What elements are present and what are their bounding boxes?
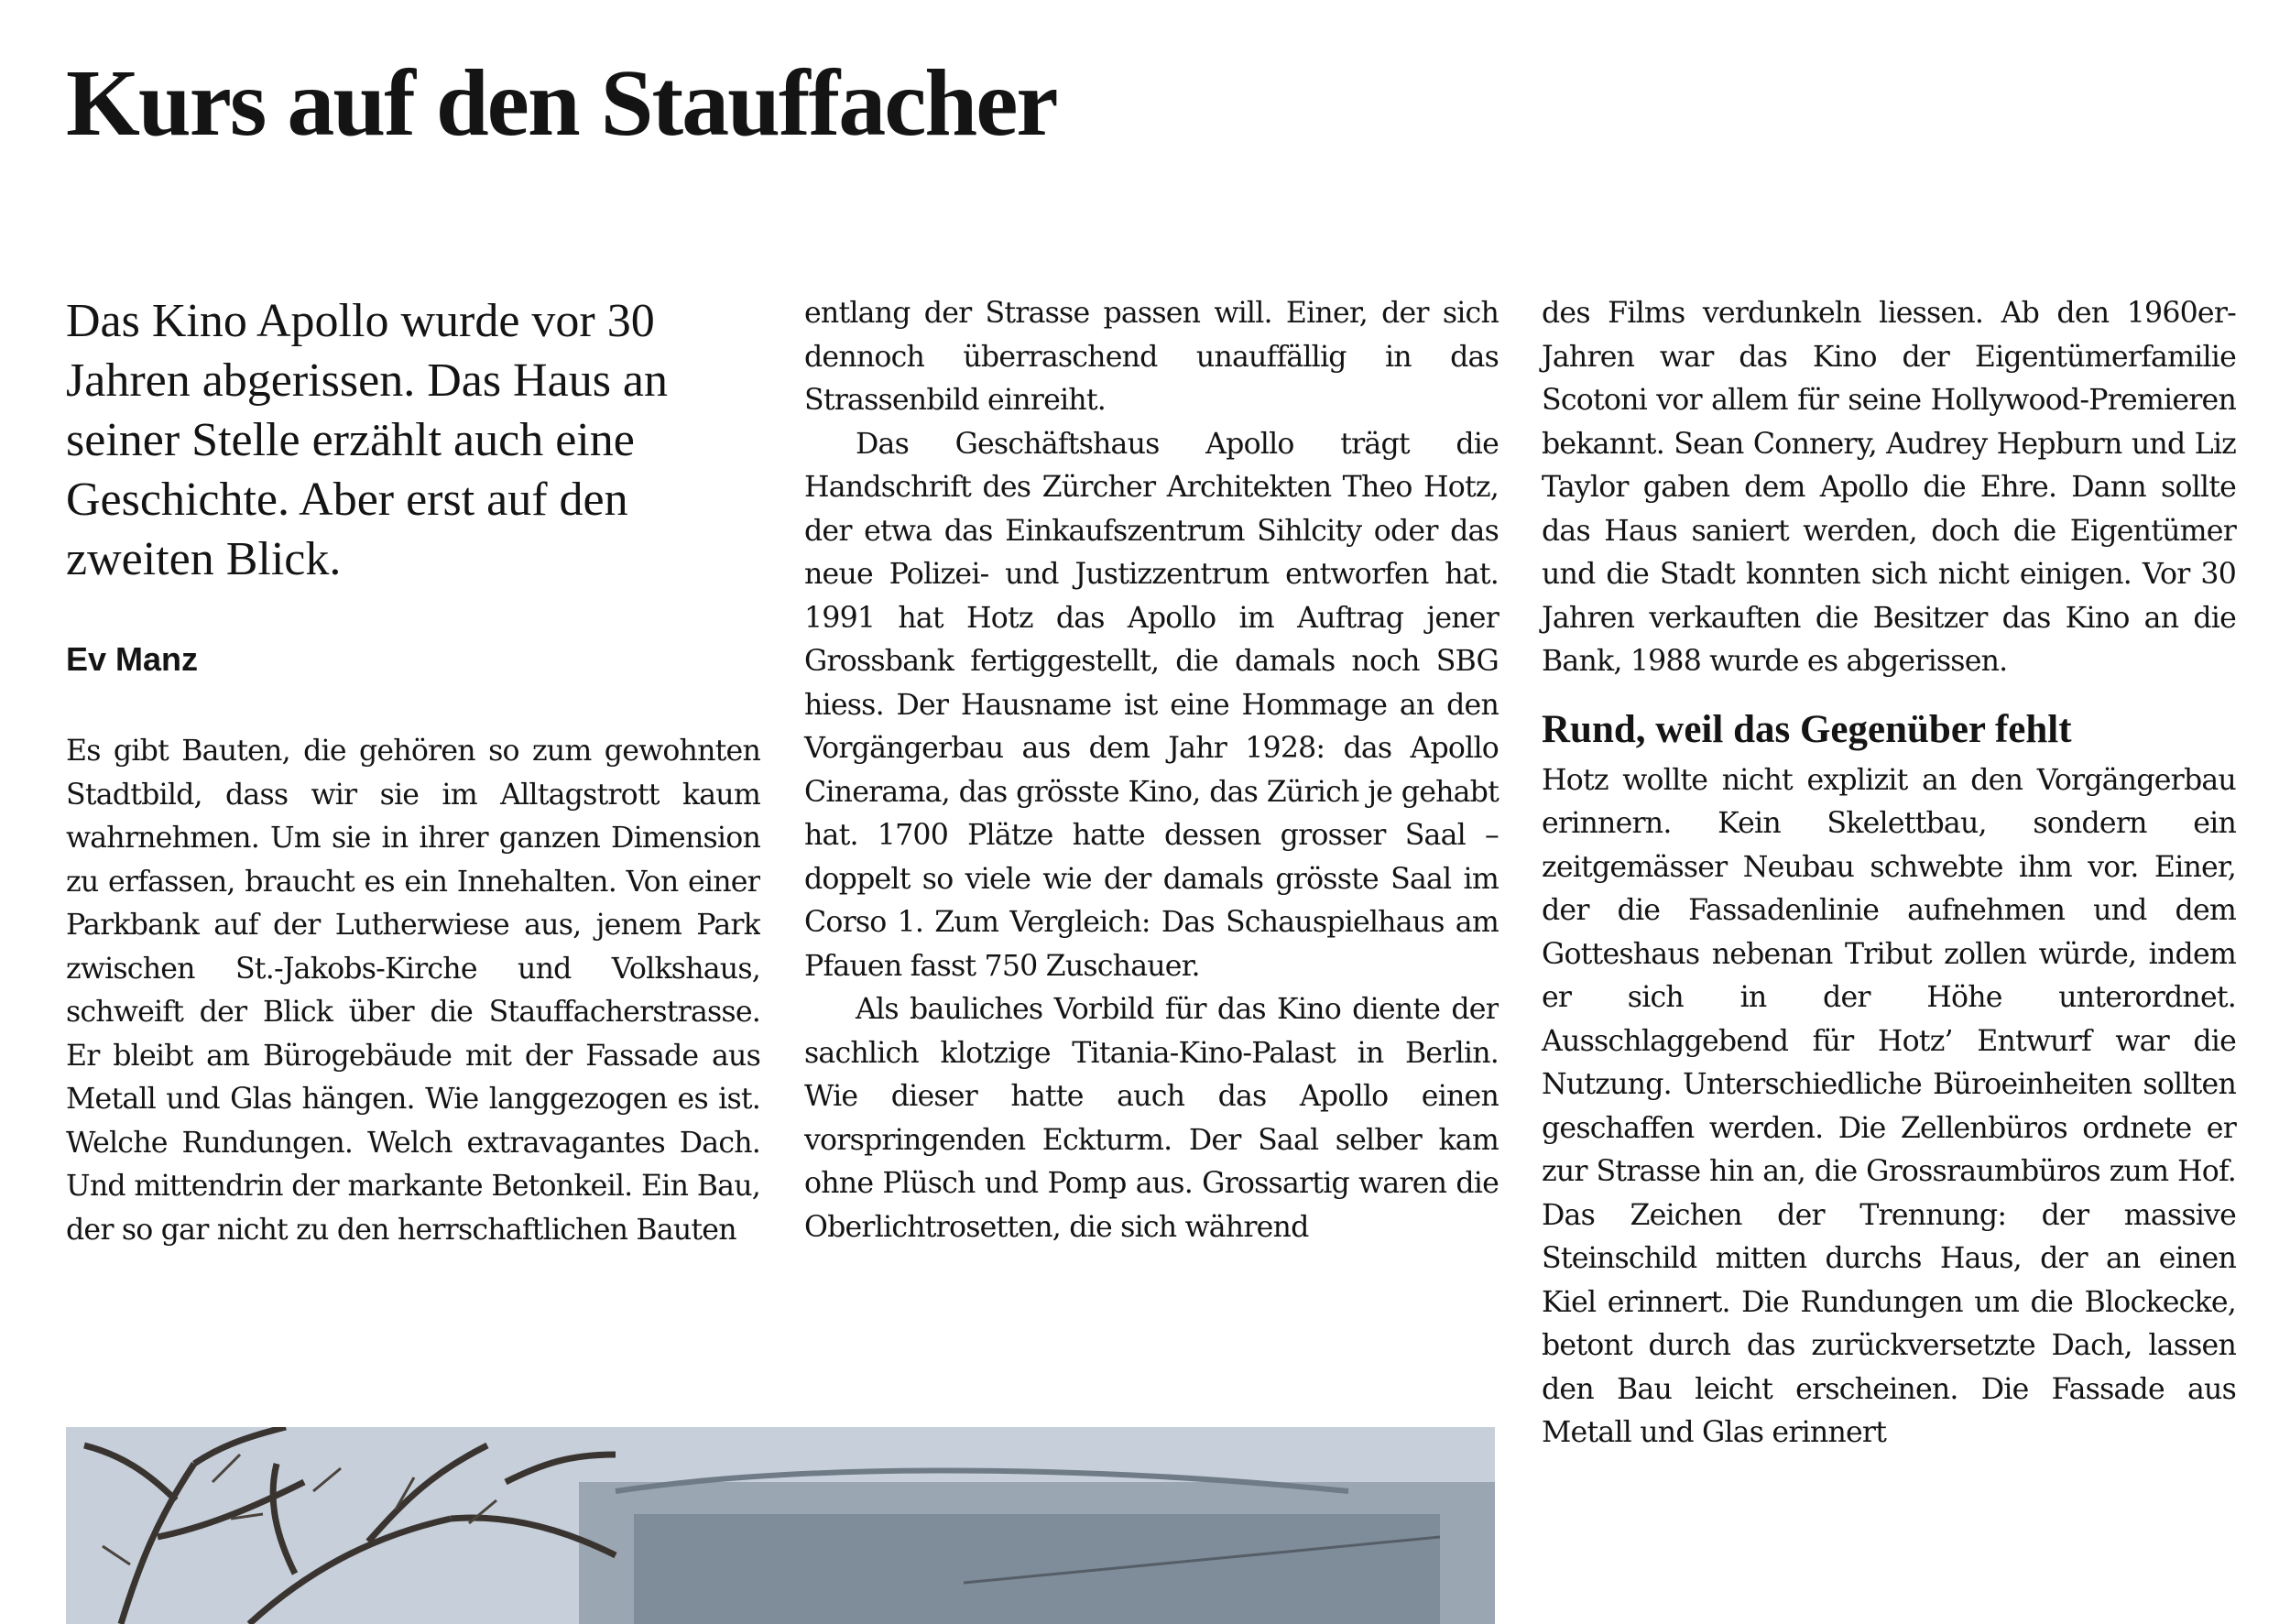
author-byline: Ev Manz	[66, 640, 199, 678]
lead-text: Das Kino Apollo wurde vor 30 Jahren abgerissen. Das Haus an seiner Stelle erzählt auch eine Geschichte. Aber erst auf den zweiten Blick.	[66, 295, 669, 585]
text-column-2	[804, 292, 1499, 1249]
paragraph-1-part-a: Es gibt Bauten, die gehören so zum gewohnten Stadtbild, dass wir sie im Alltagstrott kaum wahrnehmen. Um sie in ihrer ganzen Dimension zu erfassen, braucht es ein Innehalten. Von einer Parkbank auf der Lutherwiese aus, jenem Park zwischen St.-Jakobs-Kirche und Volkshaus, schweift der Blick über die Stauffacherstrasse. Er bleibt am Bürogebäude mit der Fassade aus Metall und Glas hängen. Wie langgezogen es ist. Welche Rundungen. Welch extravagantes Dach. Und mittendrin der markante Betonkeil. Ein Bau, der so gar nicht zu den herrschaftlichen Bauten	[66, 735, 760, 1247]
subheading: Rund, weil das Gegenüber fehlt	[1542, 707, 2072, 751]
article-photo	[66, 1427, 1495, 1624]
headline: Kurs auf den Stauffacher	[66, 50, 1057, 156]
photo-illustration	[66, 1427, 1495, 1624]
text-column-1	[66, 730, 760, 1426]
body-paragraph-3-continued	[1542, 292, 2236, 684]
body-paragraph-2: Das Geschäftshaus Apollo trägt die Handschrift des Zürcher Architekten Theo Hotz, der etwa das Einkaufszentrum Sihlcity oder das neue Polizei- und Justizzentrum entworfen hat. 1991 hat Hotz das Apollo im Auftrag jener Grossbank fertiggestellt, die damals noch SBG hiess. Der Hausname ist eine Hommage an den Vorgängerbau aus dem Jahr 1928: das Apollo Cinerama, das grösste Kino, das Zürich je gehabt hat. 1700 Plätze hatte dessen grosser Saal – doppelt so viele wie der damals grösste Saal im Corso 1. Zum Vergleich: Das Schauspielhaus am Pfauen fasst 750 Zuschauer.	[804, 427, 1499, 983]
body-paragraph-1-continued	[804, 292, 1499, 423]
paragraph-3-part-b: des Films verdunkeln liessen. Ab den 1960er-Jahren war das Kino der Eigentümerfamilie Scotoni vor allem für seine Hollywood-Premieren bekannt. Sean Connery, Audrey Hepburn und Liz Taylor gaben dem Apollo die Ehre. Dann sollte das Haus saniert werden, doch die Eigentümer und die Stadt konnten sich nicht einigen. Vor 30 Jahren verkauften die Besitzer das Kino an die Bank, 1988 wurde es abgerissen.	[1542, 297, 2236, 678]
paragraph-3-part-a: Als bauliches Vorbild für das Kino diente der sachlich klotzige Titania-Kino-Palast in Berlin. Wie dieser hatte auch das Apollo einen vorspringenden Eckturm. Der Saal selber kam ohne Plüsch und Pomp aus. Grossartig waren die Oberlichtrosetten, die sich während	[804, 993, 1499, 1244]
body-paragraph-1	[66, 730, 760, 1426]
text-column-3	[1542, 292, 2236, 1455]
paragraph-1-part-b: entlang der Strasse passen will. Einer, der sich dennoch überraschend unauffällig in das Strassenbild einreiht.	[804, 297, 1499, 417]
body-paragraph-3	[804, 988, 1499, 1249]
body-paragraph-4: Hotz wollte nicht explizit an den Vorgängerbau erinnern. Kein Skelettbau, sondern ein zeitgemässer Neubau schwebte ihm vor. Einer, der die Fassadenlinie aufnehmen und dem Gotteshaus nebenan Tribut zollen würde, indem er sich in der Höhe unterordnet. Ausschlaggebend für Hotz’ Entwurf war die Nutzung. Unterschiedliche Büroeinheiten sollten geschaffen werden. Die Zellenbüros ordnete er zur Strasse hin an, die Grossraumbüros zum Hof. Das Zeichen der Trennung: der massive Steinschild mitten durchs Haus, der an einen Kiel erinnert. Die Rundungen um die Blockecke, betont durch das zurückversetzte Dach, lassen den Bau leicht erscheinen. Die Fassade aus Metall und Glas erinnert	[1542, 763, 2236, 1449]
